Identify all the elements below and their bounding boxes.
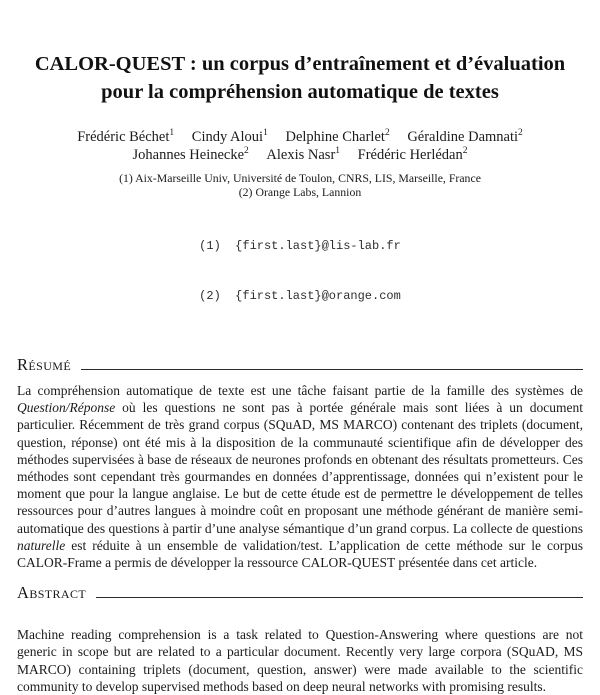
resume-italic-segment: naturelle: [17, 537, 66, 553]
author-row-1: [17, 128, 583, 146]
abstract-heading-label: Abstract: [17, 583, 87, 603]
paper-title-line-1: CALOR-QUEST : un corpus d’entraînement et d’évaluation: [34, 53, 566, 75]
resume-text-segment: où les questions ne sont pas à portée générale mais sont liées à un document particulier. Récemment de très grand corpus (SQuAD, MS MARCO) contenant des triplets (document, question, réponse) ont été mis à la disposition de la communauté scientifique afin de développer des méthodes supervisées à base de réseaux de neurones profonds en obtenant des résultats prometteurs. Ces méthodes sont cependant très gourmandes en données d’apprentissage, données qui n’existent pour le moment que pour la langue anglaise. Le but de cette étude est de permettre le développement de telles ressources pour d’autres langues à moindre coût en proposant une méthode générant de manière semi-automatique des questions à partir d’une analyse sémantique d’un grand corpus. La collecte de questions: [17, 400, 583, 536]
section-heading-rule: [96, 584, 583, 598]
paper-title: [17, 50, 583, 106]
email-line-2: (2) {first.last}@orange.com: [199, 288, 401, 303]
resume-section-heading: [17, 356, 583, 374]
affiliation-line-1: (1) Aix-Marseille Univ, Université de Toulon, CNRS, LIS, Marseille, France: [119, 171, 481, 185]
author-name: Cindy Aloui: [191, 129, 264, 145]
author: [133, 147, 249, 163]
author-affiliation-superscript: 1: [169, 128, 175, 139]
author-affiliation-superscript: 2: [244, 146, 249, 157]
author-name: Frédéric Herlédan: [357, 147, 463, 163]
resume-paragraph: [17, 382, 583, 571]
author-affiliation-superscript: 2: [384, 128, 390, 139]
author-name: Delphine Charlet: [285, 129, 385, 145]
author-name: Johannes Heinecke: [132, 147, 245, 163]
author: [407, 129, 522, 145]
author-affiliation-superscript: 1: [335, 146, 341, 157]
author-row-2: [17, 146, 583, 164]
email-list: [17, 205, 583, 337]
section-heading-rule: [81, 356, 583, 370]
author: [77, 129, 174, 145]
resume-heading-label: Résumé: [17, 355, 72, 374]
paper-title-line-2: pour la compréhension automatique de textes: [101, 81, 499, 103]
author-name: Géraldine Damnati: [407, 129, 519, 145]
affiliation-line-2: (2) Orange Labs, Lannion: [238, 184, 362, 199]
author-affiliation-superscript: 2: [462, 146, 468, 157]
author: [358, 147, 468, 163]
author: [192, 129, 268, 145]
paper-page: [0, 50, 600, 695]
author-affiliation-superscript: 1: [263, 128, 268, 139]
author: [266, 147, 340, 163]
author-affiliation-superscript: 2: [518, 128, 523, 139]
affiliation-list: [17, 172, 583, 199]
author-list: [17, 128, 583, 164]
resume-text-segment: La compréhension automatique de texte est une tâche faisant partie de la famille des systèmes de: [17, 383, 583, 398]
abstract-paragraph: Machine reading comprehension is a task related to Question-Answering where questions are not generic in scope but are related to a particular document. Recently very large corpora (SQuAD, MS MARCO) containing triplets (document, question, answer) were made available to the scientific community to develop supervised methods based on deep neural networks with promising results.: [17, 627, 583, 694]
author-name: Alexis Nasr: [266, 147, 336, 163]
resume-italic-segment: Question/Réponse: [17, 400, 116, 416]
email-line-1: (1) {first.last}@lis-lab.fr: [199, 239, 401, 253]
author: [285, 129, 389, 145]
author-name: Frédéric Béchet: [77, 129, 170, 145]
resume-text-segment: est réduite à un ensemble de validation/test. L’application de cette méthode sur le corpus CALOR-Frame a permis de développer la ressource CALOR-QUEST présentée dans cet article.: [17, 537, 583, 571]
